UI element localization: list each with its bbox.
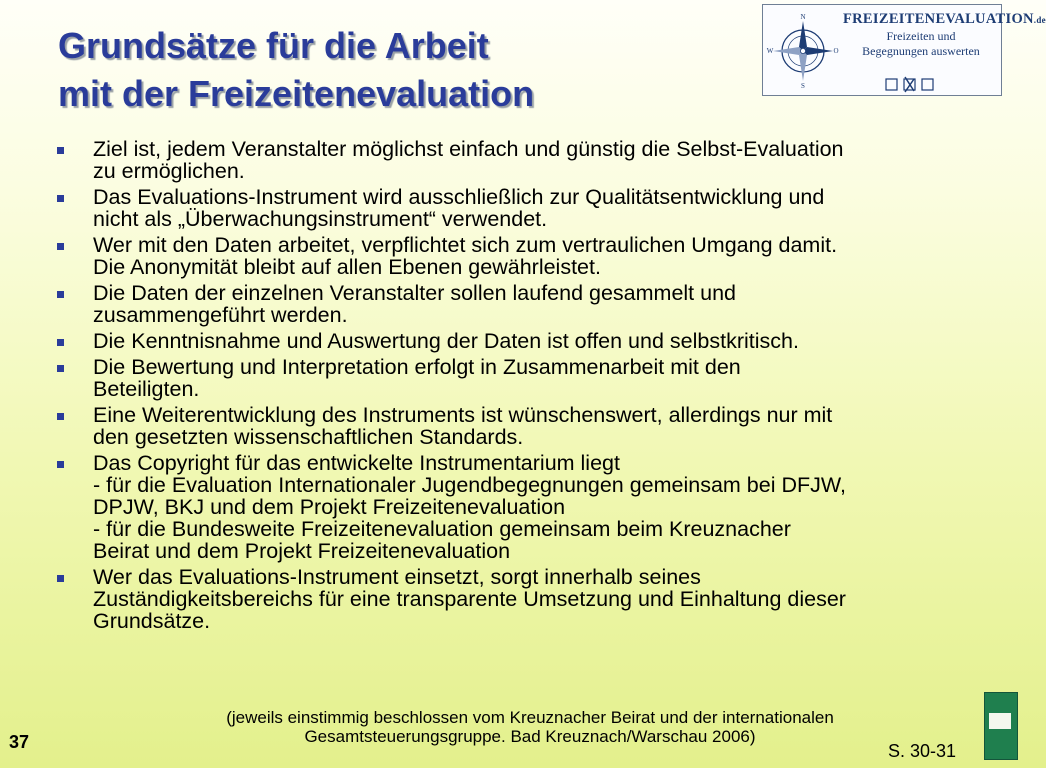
book-cover-icon xyxy=(984,692,1018,760)
list-item xyxy=(56,138,1006,182)
principles-list xyxy=(56,138,1006,636)
logo-brand-name xyxy=(843,11,1046,28)
bullet-marker-icon xyxy=(57,575,64,582)
list-item xyxy=(56,566,1006,632)
list-item-text: Das Evaluations-Instrument wird ausschließlich zur Qualitätsentwicklung und nicht als „Überwachungsinstrument“ verwendet. xyxy=(93,185,825,231)
compass-label-o: O xyxy=(833,47,839,55)
list-item-text: Eine Weiterentwicklung des Instruments ist wünschenswert, allerdings nur mit den gesetzten wissenschaftlichen Standards. xyxy=(93,403,833,449)
slide-title xyxy=(58,22,534,118)
list-item xyxy=(56,282,1006,326)
list-item-text: Ziel ist, jedem Veranstalter möglichst einfach und günstig die Selbst-Evaluation zu ermöglichen. xyxy=(93,137,844,183)
slide-number: 37 xyxy=(9,732,30,752)
freizeitenevaluation-logo xyxy=(762,4,1046,96)
book-cover-panel xyxy=(989,713,1011,729)
logo-text xyxy=(843,11,1046,59)
bullet-marker-icon xyxy=(57,365,64,372)
list-item-text: Die Kenntnisnahme und Auswertung der Daten ist offen und selbstkritisch. xyxy=(93,329,799,353)
list-item xyxy=(56,356,1006,400)
list-item-text: Wer mit den Daten arbeitet, verpflichtet sich zum vertraulichen Umgang damit. Die Anonymität bleibt auf allen Ebenen gewährleistet. xyxy=(93,233,838,279)
list-item xyxy=(56,452,1006,562)
list-item xyxy=(56,186,1006,230)
logo-tagline: Freizeiten und Begegnungen auswerten xyxy=(862,29,980,58)
checkbox-row-icon xyxy=(885,77,935,93)
list-item xyxy=(56,330,1006,352)
footnote: (jeweils einstimmig beschlossen vom Kreuznacher Beirat und der internationalen Gesamtsteuerungsgruppe. Bad Kreuznach/Warschau 2006) xyxy=(226,708,834,746)
list-item-text: Die Daten der einzelnen Veranstalter sollen laufend gesammelt und zusammengeführt werden. xyxy=(93,281,737,327)
list-item xyxy=(56,404,1006,448)
bullet-marker-icon xyxy=(57,291,64,298)
bullet-marker-icon xyxy=(57,147,64,154)
slide-title-line-1: Grundsätze für die Arbeit xyxy=(58,25,489,66)
bullet-marker-icon xyxy=(57,413,64,420)
bullet-marker-icon xyxy=(57,461,64,468)
page-reference: S. 30-31 xyxy=(888,741,957,761)
compass-rose-icon xyxy=(767,13,839,89)
list-item xyxy=(56,234,1006,278)
compass-label-n: N xyxy=(800,13,806,21)
logo-brand: FREIZEITENEVALUATION xyxy=(843,11,1034,27)
bullet-marker-icon xyxy=(57,339,64,346)
list-item-text: Die Bewertung und Interpretation erfolgt in Zusammenarbeit mit den Beteiligten. xyxy=(93,355,741,401)
slide-title-line-2: mit der Freizeitenevaluation xyxy=(58,73,535,114)
logo-domain: .de xyxy=(1033,15,1046,25)
list-item-text: Wer das Evaluations-Instrument einsetzt, sorgt innerhalb seines Zuständigkeitsbereichs für eine transparente Umsetzung und Einhaltung dieser Grundsätze. xyxy=(93,565,846,633)
bullet-marker-icon xyxy=(57,243,64,250)
list-item-text: Das Copyright für das entwickelte Instrumentarium liegt - für die Evaluation Internationaler Jugendbegegnungen gemeinsam bei DFJW, DPJW, BKJ und dem Projekt Freizeitenevaluation - für die Bundesweite Freizeitenevaluation gemeinsam beim Kreuznacher Beirat und dem Projekt Freizeitenevaluation xyxy=(93,451,846,563)
compass-label-s: S xyxy=(801,82,805,90)
bullet-marker-icon xyxy=(57,195,64,202)
compass-label-w: W xyxy=(766,47,774,55)
